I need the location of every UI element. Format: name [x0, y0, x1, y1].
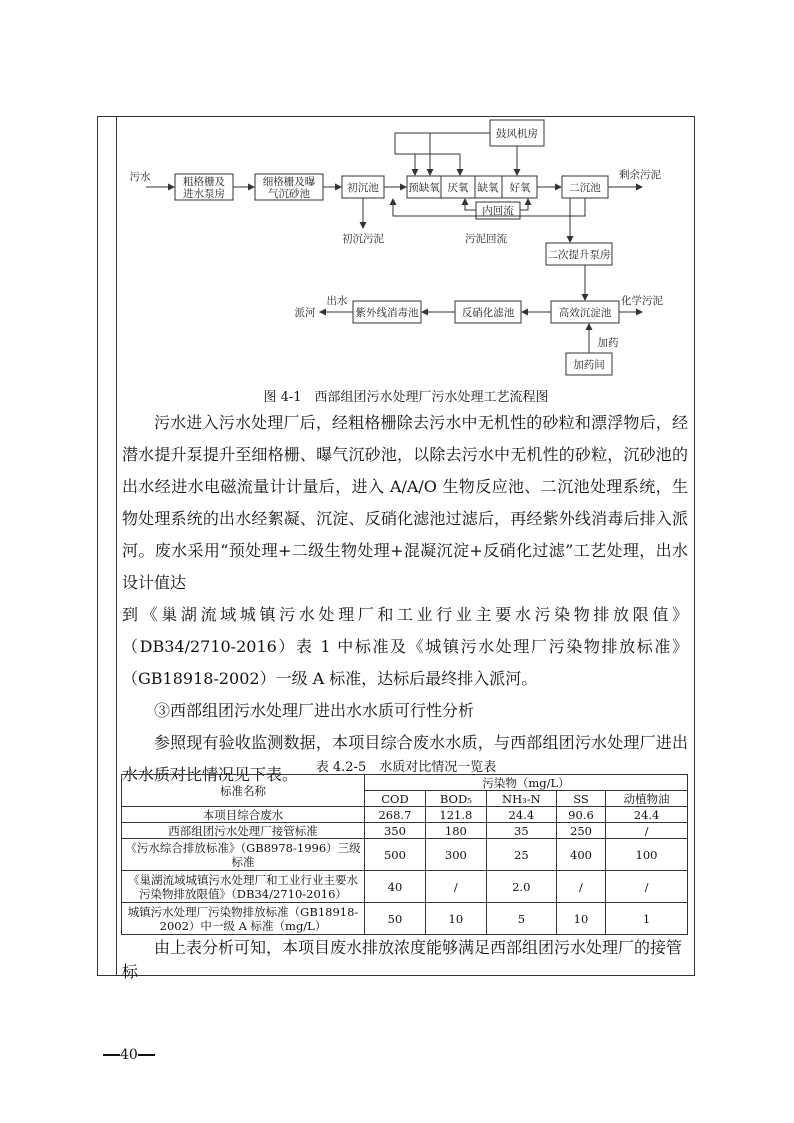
figure-caption: 图 4-1 西部组团污水处理厂污水处理工艺流程图	[263, 390, 549, 405]
frame-inner-rule	[116, 116, 117, 976]
paragraph-line: 到《巢湖流域城镇污水处理厂和工业行业主要水污染物排放限值》	[122, 605, 688, 624]
label-coarse-1: 粗格栅及	[183, 176, 225, 188]
table-row	[122, 807, 688, 823]
label-primary-clarifier: 初沉池	[347, 182, 379, 194]
col-header: 动植物油	[606, 791, 688, 807]
table-title: 表 4.2-5 水质对比情况一览表	[315, 760, 497, 775]
paragraph-line: （GB18918-2002）一级 A 标准，达标后最终排入派河。	[122, 669, 538, 688]
after-table-text	[122, 936, 688, 984]
row-name: 《污水综合排放标准》（GB8978-1996）三级标准	[122, 839, 365, 871]
cell: 90.6	[556, 807, 605, 823]
paragraph-text: 由上表分析可知，本项目废水排放浓度能够满足西部组团污水处理厂的接管标	[122, 938, 683, 981]
cell: 40	[365, 871, 426, 903]
cell: 100	[606, 839, 688, 871]
dash-right	[138, 1054, 155, 1056]
cell: 10	[425, 903, 486, 935]
cell: 180	[425, 823, 486, 839]
col-header: BOD₅	[425, 791, 486, 807]
row-name: 西部组团污水处理厂接管标准	[122, 823, 365, 839]
cell: 5	[486, 903, 556, 935]
row-name: 本项目综合废水	[122, 807, 365, 823]
col-header: SS	[556, 791, 605, 807]
label-aerobic: 好氧	[509, 182, 531, 194]
label-blower-room: 鼓风机房	[496, 128, 538, 140]
label-pre-anoxic: 预缺氧	[408, 182, 440, 194]
label-sludge-return: 污泥回流	[465, 233, 507, 245]
cell: 25	[486, 839, 556, 871]
label-fine-2: 气沉砂池	[268, 188, 310, 200]
page-number	[103, 1047, 155, 1063]
label-dosing: 加药	[597, 337, 619, 349]
label-secondary-clarifier: 二沉池	[569, 182, 601, 194]
label-excess-sludge: 剩余污泥	[619, 169, 661, 181]
cell: 300	[425, 839, 486, 871]
col-header: COD	[365, 791, 426, 807]
paragraph-text: 污水进入污水处理厂后，经粗格栅除去污水中无机性的砂粒和漂浮物后，经潜水提升泵提升至细格栅、曝气沉砂池，以除去污水中无机性的砂粒，沉砂池的出水经进水电磁流量计计量后，进入 A/A/O 生物反应池、二沉池处理系统，生物处理系统的出水经絮凝、沉淀、反硝化滤池过滤后，再经紫外线消毒后排入派河。废水采用“预处理+二级生物处理+混凝沉淀+反硝化过滤”工艺处理，出水设计值达	[122, 413, 688, 592]
label-dosing-room: 加药间	[573, 359, 605, 371]
table-row	[122, 871, 688, 903]
paragraph-line: （DB34/2710-2016）表 1 中标准及《城镇污水处理厂污染物排放标准》	[122, 637, 688, 656]
process-flow-diagram	[130, 118, 670, 380]
label-input: 污水	[130, 171, 151, 183]
cell: 1	[606, 903, 688, 935]
cell: /	[606, 871, 688, 903]
label-coarse-2: 进水泵房	[183, 188, 225, 200]
cell: 10	[556, 903, 605, 935]
cell: 500	[365, 839, 426, 871]
cell: 268.7	[365, 807, 426, 823]
cell: /	[606, 823, 688, 839]
label-anaerobic: 厌氧	[447, 182, 469, 194]
cell: 24.4	[486, 807, 556, 823]
cell: /	[425, 871, 486, 903]
label-primary-sludge: 初沉污泥	[342, 233, 384, 245]
page-number-text: 40	[120, 1047, 138, 1063]
label-fine-1: 细格栅及曝	[262, 176, 316, 188]
col-header: NH₃-N	[486, 791, 556, 807]
section-heading: ③西部组团污水处理厂进出水水质可行性分析	[154, 701, 475, 720]
header-group: 污染物（mg/L）	[365, 775, 688, 791]
table-row	[122, 903, 688, 935]
cell: 2.0	[486, 871, 556, 903]
body-paragraph-1	[122, 407, 688, 791]
label-internal-reflux: 内回流	[482, 205, 514, 217]
label-denitrification: 反硝化滤池	[461, 307, 515, 319]
cell: 24.4	[606, 807, 688, 823]
row-name: 《巢湖流域城镇污水处理厂和工业行业主要水污染物排放限值》（DB34/2710-2016）	[122, 871, 365, 903]
label-high-eff: 高效沉淀池	[558, 307, 612, 319]
label-pai-river: 派河	[294, 307, 316, 319]
cell: 350	[365, 823, 426, 839]
label-anoxic: 缺氧	[477, 182, 499, 194]
label-uv: 紫外线消毒池	[355, 307, 419, 319]
table-row	[122, 839, 688, 871]
cell: 50	[365, 903, 426, 935]
label-chemical-sludge: 化学污泥	[621, 295, 663, 307]
cell: /	[556, 871, 605, 903]
table-row	[122, 823, 688, 839]
row-name: 城镇污水处理厂污染物排放标准（GB18918-2002）中一级 A 标准（mg/L）	[122, 903, 365, 935]
dash-left	[103, 1054, 120, 1056]
cell: 121.8	[425, 807, 486, 823]
header-name: 标准名称	[122, 775, 365, 807]
label-second-lift-pump: 二次提升泵房	[547, 249, 611, 261]
cell: 400	[556, 839, 605, 871]
paragraph-text: 参照现有验收监测数据，本项目综合废水水质，与西部组团污水处理厂进出水水质对比情况见下表。	[122, 733, 688, 784]
comparison-table	[121, 774, 688, 935]
cell: 35	[486, 823, 556, 839]
label-effluent: 出水	[326, 295, 348, 307]
cell: 250	[556, 823, 605, 839]
